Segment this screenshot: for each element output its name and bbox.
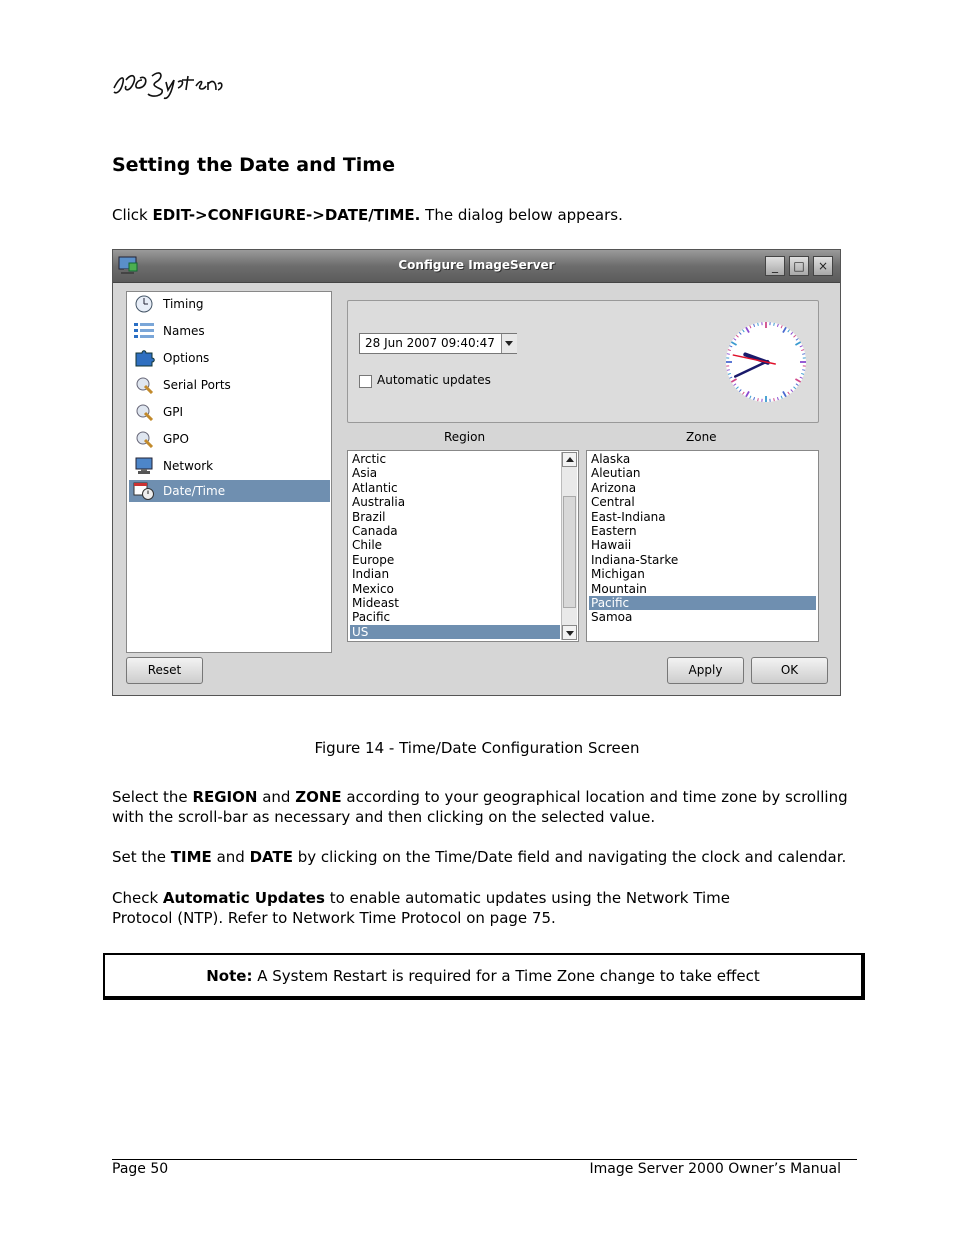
list-item[interactable]: Pacific bbox=[589, 596, 816, 610]
list-item[interactable]: Arctic bbox=[352, 452, 387, 466]
maximize-button[interactable]: □ bbox=[789, 256, 809, 276]
list-item[interactable]: Mountain bbox=[591, 581, 647, 596]
nav-item-names[interactable]: Names bbox=[129, 320, 330, 342]
arrow-down-icon bbox=[566, 631, 574, 636]
list-item[interactable]: Eastern bbox=[591, 524, 637, 538]
list-item[interactable]: Michigan bbox=[591, 567, 645, 582]
region-header: Region bbox=[444, 430, 486, 444]
region-list[interactable] bbox=[347, 450, 579, 642]
list-item[interactable]: Chile bbox=[352, 538, 383, 553]
clock-tick bbox=[727, 354, 730, 355]
nav-item-options[interactable]: Options bbox=[129, 347, 330, 369]
minimize-button[interactable]: _ bbox=[765, 256, 785, 276]
arrow-up-icon bbox=[566, 457, 574, 462]
list-item[interactable]: Australia bbox=[352, 495, 406, 510]
section-heading: Setting the Date and Time bbox=[112, 154, 395, 176]
intro-paragraph: Click EDIT->CONFIGURE->DATE/TIME. The dialog below appears. bbox=[112, 206, 623, 224]
dialog-title: Configure ImageServer bbox=[398, 258, 555, 272]
clock-icon bbox=[133, 295, 155, 313]
list-item[interactable]: Central bbox=[591, 495, 635, 510]
list-item[interactable]: Indian bbox=[352, 567, 390, 582]
zone-list[interactable] bbox=[586, 450, 819, 642]
ok-button[interactable]: OK bbox=[751, 657, 828, 684]
list-item[interactable]: Mexico bbox=[352, 581, 394, 596]
time-date-paragraph: Set the TIME and DATE by clicking on the Time/Date field and navigating the clock and calendar. bbox=[112, 848, 847, 866]
list-item[interactable]: East-Indiana bbox=[591, 509, 666, 524]
analog-clock bbox=[721, 317, 811, 407]
scroll-down-button[interactable] bbox=[562, 625, 577, 640]
zone-header: Zone bbox=[686, 430, 717, 444]
auto-updates-paragraph: Check Automatic Updates to enable automatic updates using the Network Time Protocol (NTP). Refer to Network Time Protocol on page 75. bbox=[112, 889, 730, 927]
close-button[interactable]: × bbox=[813, 256, 833, 276]
reset-button[interactable]: Reset bbox=[126, 657, 203, 684]
dialog-titlebar bbox=[113, 250, 840, 283]
nav-item-gpi[interactable]: GPI bbox=[129, 401, 330, 423]
clock-tick bbox=[758, 323, 759, 326]
configure-dialog bbox=[112, 249, 841, 696]
list-item[interactable]: Canada bbox=[352, 524, 398, 538]
auto-updates-label: Automatic updates bbox=[377, 373, 491, 387]
manual-title: Image Server 2000 Owner’s Manual bbox=[589, 1161, 841, 1177]
wrench-icon bbox=[133, 403, 155, 421]
company-logo bbox=[112, 66, 227, 100]
clock-tick bbox=[774, 398, 775, 401]
datetime-field[interactable]: 28 Jun 2007 09:40:47 bbox=[359, 333, 517, 354]
clock-tick bbox=[727, 370, 730, 371]
list-item[interactable]: Atlantic bbox=[352, 480, 398, 495]
list-item[interactable]: Hawaii bbox=[591, 538, 632, 553]
clock-tick bbox=[802, 370, 805, 371]
nav-item-serial-ports[interactable]: Serial Ports bbox=[129, 374, 330, 396]
nav-item-timing[interactable]: Timing bbox=[129, 293, 330, 315]
calendar-clock-icon bbox=[133, 482, 155, 500]
scroll-up-button[interactable] bbox=[562, 452, 577, 467]
clock-tick bbox=[802, 354, 805, 355]
chevron-down-icon bbox=[505, 341, 513, 346]
scroll-thumb[interactable] bbox=[563, 496, 576, 608]
wrench-icon bbox=[133, 376, 155, 394]
note-text: A System Restart is required for a Time Zone change to take effect bbox=[252, 967, 760, 985]
menu-path: EDIT->CONFIGURE->DATE/TIME. bbox=[152, 206, 421, 224]
list-item[interactable]: Alaska bbox=[591, 452, 631, 466]
footer-divider bbox=[112, 1159, 857, 1160]
list-item[interactable]: Aleutian bbox=[591, 466, 641, 481]
list-item[interactable]: Asia bbox=[352, 466, 378, 481]
clock-tick bbox=[758, 398, 759, 401]
auto-updates-checkbox[interactable] bbox=[359, 375, 372, 388]
list-item[interactable]: Pacific bbox=[352, 610, 391, 625]
region-zone-paragraph: Select the REGION and ZONE according to your geographical location and time zone by scrolling with the scroll-bar as necessary and then clicking on the selected value. bbox=[112, 788, 848, 826]
datetime-dropdown-button[interactable] bbox=[501, 334, 517, 353]
figure-caption: Figure 14 - Time/Date Configuration Screen bbox=[314, 739, 640, 757]
clock-tick bbox=[774, 323, 775, 326]
datetime-group bbox=[347, 300, 819, 423]
list-item[interactable]: US bbox=[350, 625, 560, 639]
list-item[interactable]: Mideast bbox=[352, 596, 399, 610]
list-item[interactable]: Brazil bbox=[352, 509, 386, 524]
nav-item-gpo[interactable]: GPO bbox=[129, 428, 330, 450]
list-item[interactable]: Samoa bbox=[591, 610, 633, 625]
region-scrollbar[interactable] bbox=[561, 452, 577, 640]
page-number: Page 50 bbox=[112, 1161, 169, 1177]
note-box bbox=[103, 953, 865, 1000]
list-item[interactable]: Europe bbox=[352, 552, 395, 567]
nav-item-network[interactable]: Network bbox=[129, 455, 330, 477]
apply-button[interactable]: Apply bbox=[667, 657, 744, 684]
nav-panel bbox=[126, 291, 332, 653]
list-icon bbox=[133, 322, 155, 340]
note-label: Note: bbox=[206, 967, 253, 985]
list-item[interactable]: Indiana-Starke bbox=[591, 552, 679, 567]
puzzle-icon bbox=[133, 349, 155, 367]
wrench-icon bbox=[133, 430, 155, 448]
monitor-icon bbox=[133, 457, 155, 475]
list-item[interactable]: Arizona bbox=[591, 480, 637, 495]
nav-item-date-time[interactable]: Date/Time bbox=[129, 480, 330, 502]
